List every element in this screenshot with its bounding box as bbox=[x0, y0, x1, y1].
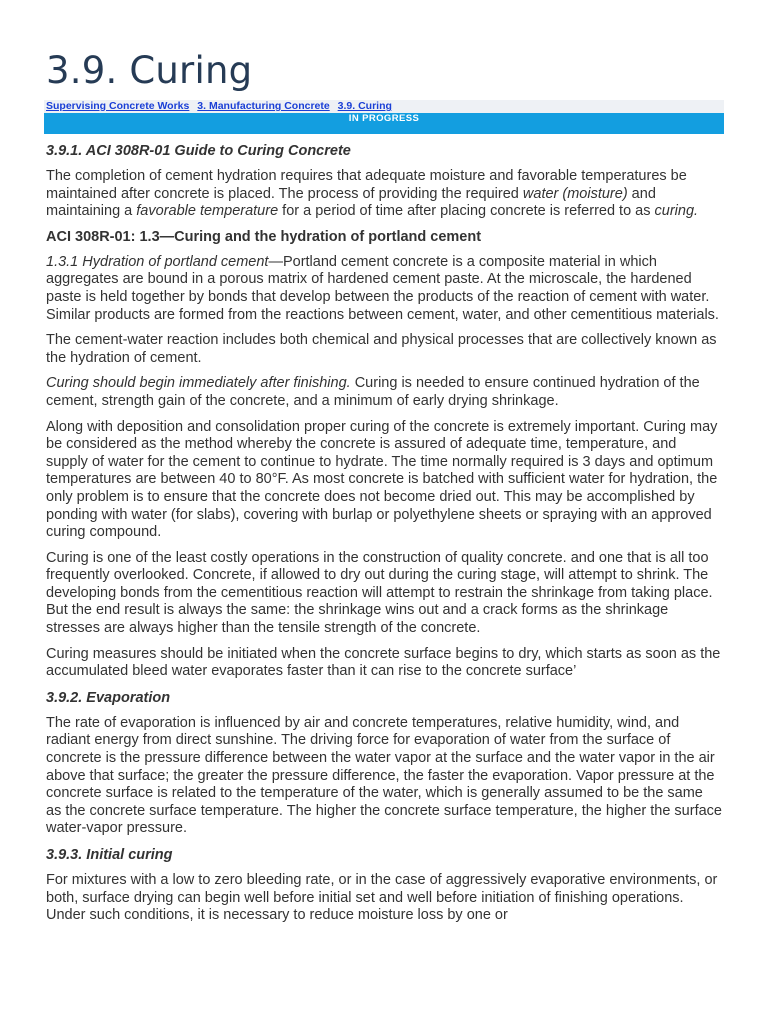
paragraph-hydration: 1.3.1 Hydration of portland cement—Portland cement concrete is a composite material in which aggregates are bound in a porous matrix of hardened cement paste. At the microscale, the hardened paste is held together by bonds that develop between the products of the reaction of cement with water. Similar products are formed from the reactions between cement, water, and other cementitious materials. bbox=[46, 253, 719, 323]
status-badge: IN PROGRESS bbox=[44, 113, 724, 134]
paragraph-evaporation: The rate of evaporation is influenced by air and concrete temperatures, relative humidity, wind, and radiant energy from direct sunshine. The driving force for evaporation of water from the surface of concrete is the pressure difference between the water vapor at the surface and the water vapor in the air above that surface; the greater the pressure difference, the faster the evaporation. Vapor pressure at the concrete surface is related to the temperature of the water, which is generally assumed to be the same as the concrete surface temperature. The higher the concrete surface temperature, the higher the surface water-vapor pressure. bbox=[46, 714, 722, 837]
paragraph-curing-measures: Curing measures should be initiated when the concrete surface begins to dry, which starts as soon as the accumulated bleed water evaporates faster than it can rise to the concrete surface’ bbox=[46, 645, 721, 680]
breadcrumb-link-manufacturing[interactable]: 3. Manufacturing Concrete bbox=[197, 100, 330, 112]
paragraph-cement-water: The cement-water reaction includes both chemical and physical processes that are collectively known as the hydration of cement. bbox=[46, 332, 717, 366]
paragraph-least-costly: Curing is one of the least costly operations in the construction of quality concrete. and one that is all too frequently overlooked. Concrete, if allowed to dry out during the curing stage, will attempt to shrink. The developing bonds from the cementitious reaction will attempt to restrain the shrinkage from taking place. But the end result is always the same: the shrinkage wins out and a crack forms as the shrinkage stresses are always higher than the tensile strength of the concrete. bbox=[46, 549, 713, 637]
section-heading-391: 3.9.1. ACI 308R-01 Guide to Curing Concrete bbox=[46, 143, 351, 159]
paragraph-deposition: Along with deposition and consolidation proper curing of the concrete is extremely important. Curing may be considered as the method whereby the concrete is assured of adequate time, temperature, and supply of water for the cement to continue to hydrate. The time normally required is 3 days and optimum temperatures are between 40 to 80°F. As most concrete is batched with sufficient water for hydration, the only problem is to ensure that the concrete does not become dried out. This may be accomplished by ponding with water (for slabs), covering with burlap or polyethylene sheets or spraying with an approved curing compound. bbox=[46, 418, 718, 541]
page-title: 3.9. Curing bbox=[46, 49, 253, 92]
paragraph-initial-curing: For mixtures with a low to zero bleeding rate, or in the case of aggressively evaporative environments, or both, surface drying can begin well before initial set and well before initiation of finishing operations. Under such conditions, it is necessary to reduce moisture loss by one or bbox=[46, 872, 718, 924]
breadcrumb-link-curing[interactable]: 3.9. Curing bbox=[337, 100, 392, 112]
breadcrumb-link-supervising[interactable]: Supervising Concrete Works bbox=[46, 100, 190, 112]
aci-heading: ACI 308R-01: 1.3—Curing and the hydration of portland cement bbox=[46, 228, 482, 245]
section-heading-392: 3.9.2. Evaporation bbox=[46, 689, 171, 706]
breadcrumb bbox=[44, 100, 724, 113]
section-heading-393: 3.9.3. Initial curing bbox=[46, 847, 173, 863]
paragraph-begin-curing: Curing should begin immediately after finishing. Curing is needed to ensure continued hydration of the cement, strength gain of the concrete, and a minimum of early drying shrinkage. bbox=[46, 375, 700, 409]
paragraph-curing-definition: The completion of cement hydration requires that adequate moisture and favorable temperatures be maintained after concrete is placed. The process of providing the required water (moisture) and maintaining a favorable temperature for a period of time after placing concrete is referred to as curing. bbox=[46, 168, 699, 220]
article-body bbox=[46, 143, 722, 925]
